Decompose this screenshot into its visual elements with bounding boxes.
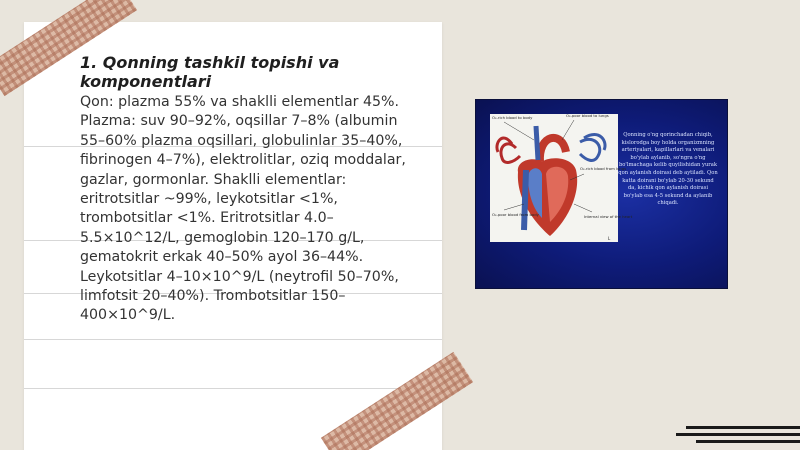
figure-caption: Qonning o'ng qorinchadan chiqib, kislorodga boy holda organizmning arteriyalari, kapillarlari va venalari bo'ylab aylanib, so'ngra o'ng bo'lmachaga kelib quyilishidan yurak qon aylanish doirasi deb aytiladi. Qon katta doirani bo'ylab 20-30 sekund da, kichik qon aylanish doirasi bo'ylab esa 4-5 sekund da aylanib chiqadi. [618,132,718,207]
superior-vena-cava [536,126,538,160]
decorative-lines [676,424,800,444]
label-o2-poor-from-body: O₂-poor blood from body [492,212,539,217]
label-o2-rich-from-lungs: O₂-rich blood from lungs [580,166,627,171]
decorative-line [676,433,800,436]
label-letter: L [608,236,611,241]
vena-cava [524,170,526,230]
label-internal-view: Internal view of the heart [584,214,633,219]
heart-circulation-figure [475,99,728,289]
decorative-line [686,426,800,429]
paper-rule [24,339,442,340]
slide-body-text: Qon: plazma 55% va shaklli elementlar 45%. Plazma: suv 90–92%, oqsillar 7–8% (albumin 55–60% plazma oqsillari, globulinlar 35–40%, fibrinogen 4–7%), elektrolitlar, oziq moddalar, gazlar, gormonlar. Shaklli elementlar: eritrotsitlar ~99%, leykotsitlar <1%, trombotsitlar <1%. Eritrotsitlar 4.0–5.5×10^12/L, gemoglobin 120–170 g/L, gematokrit erkak 40–50% ayol 36–44%. Leykotsitlar 4–10×10^9/L (neytrofil 50–70%, limfotsit 20–40%). Trombotsitlar 150–400×10^9/L. [80,94,406,324]
slide-title: 1. Qonning tashkil topishi va komponentlari [80,53,340,91]
decorative-line [696,440,800,443]
paper-rule [24,388,442,389]
label-o2-poor-to-lungs: O₂-poor blood to lungs [566,113,609,118]
label-o2-rich-to-body: O₂-rich blood to body [492,115,533,120]
